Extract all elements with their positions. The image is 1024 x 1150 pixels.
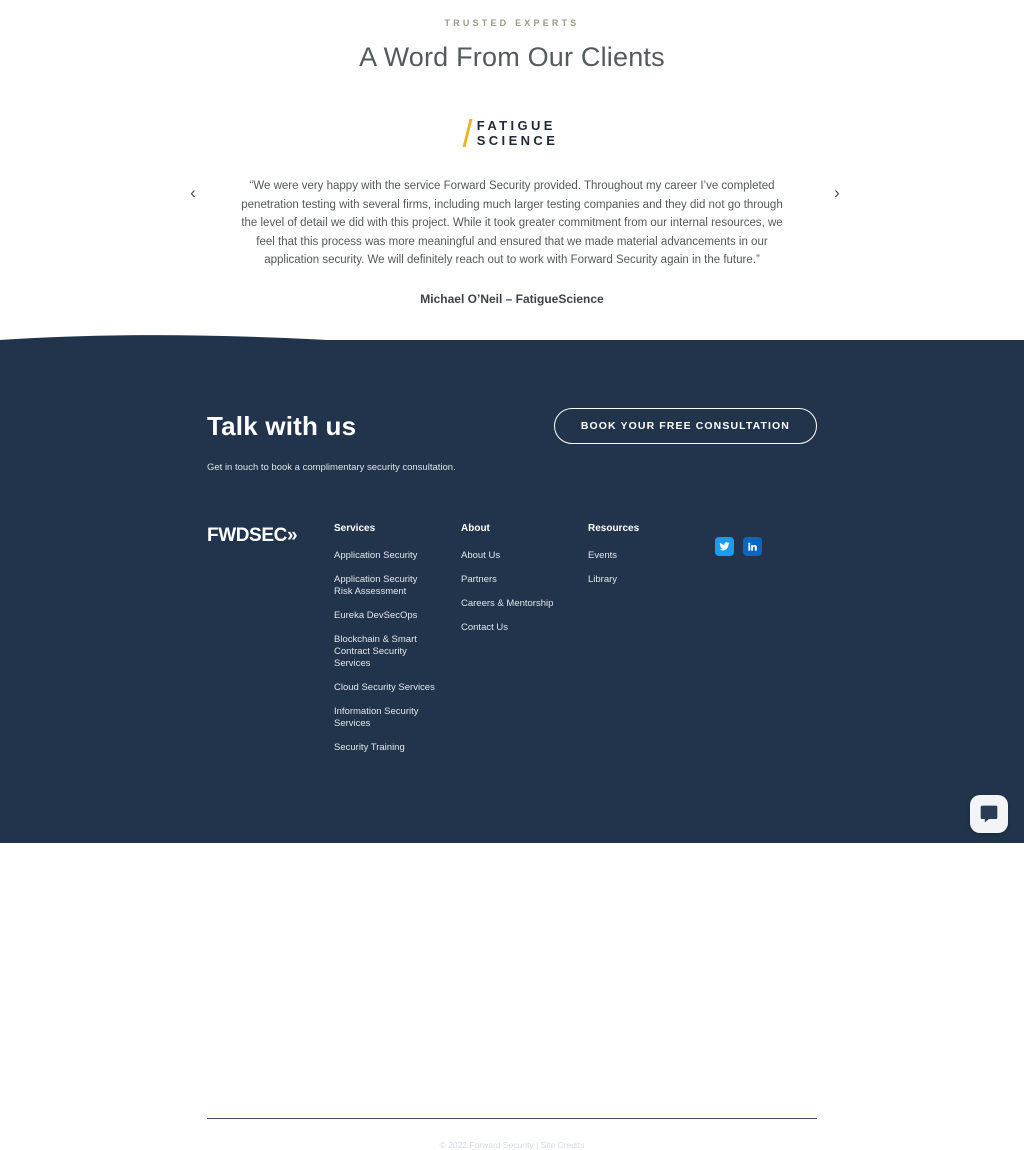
client-logo-line1: FATIGUE: [476, 118, 556, 133]
footer-column-services: [334, 523, 461, 766]
section-eyebrow: TRUSTED EXPERTS: [444, 18, 580, 28]
slash-icon: [462, 119, 472, 147]
footer-divider: [207, 1118, 817, 1119]
footer-link[interactable]: Security Training: [334, 742, 405, 753]
footer-link[interactable]: Blockchain & Smart Contract Security Services: [334, 634, 417, 669]
footer-brand[interactable]: [207, 523, 334, 547]
twitter-icon[interactable]: [715, 537, 734, 556]
client-logo-line2: SCIENCE: [476, 133, 559, 148]
footer-heading: Talk with us: [207, 410, 357, 441]
footer-link[interactable]: Eureka DevSecOps: [334, 610, 418, 621]
footer-link[interactable]: Library: [588, 574, 618, 585]
testimonial-quote: “We were very happy with the service Forward Security provided. Throughout my career I’ve completed penetration testing with several firms, including much larger testing companies and they did not go through the level of detail we did with this project. While it took greater commitment from our internal resources, we feel that this process was more meaningful and ensured that we made material advancements in our application security. We will definitely reach out to work with Forward Security again in the future.”: [241, 180, 783, 266]
chevrons-icon: »: [286, 525, 295, 546]
footer-link[interactable]: Cloud Security Services: [334, 682, 435, 693]
site-credits-link[interactable]: Site Credits: [540, 1140, 585, 1150]
footer-link[interactable]: About Us: [461, 550, 501, 561]
footer-column-heading: About: [461, 523, 490, 534]
footer-column-resources: [588, 523, 715, 598]
copyright-text: © 2022 Forward Security |: [439, 1140, 539, 1150]
footer-link[interactable]: Information Security Services: [334, 706, 419, 729]
linkedin-icon[interactable]: [743, 537, 762, 556]
book-consultation-button[interactable]: BOOK YOUR FREE CONSULTATION: [554, 408, 817, 444]
footer-link[interactable]: Events: [588, 550, 618, 561]
footer-column-heading: Resources: [588, 523, 640, 534]
footer-column-heading: Services: [334, 523, 376, 534]
footer-link[interactable]: Partners: [461, 574, 497, 585]
footer-link[interactable]: Contact Us: [461, 622, 508, 633]
chat-widget-button[interactable]: [970, 795, 1008, 833]
cta-row: [207, 408, 817, 444]
carousel-prev-icon[interactable]: ‹: [190, 183, 196, 202]
site-footer: [0, 340, 1024, 1150]
client-logo: [0, 115, 1024, 151]
page-title: A Word From Our Clients: [359, 42, 665, 72]
footer-link[interactable]: Application Security: [334, 550, 418, 561]
social-links: [715, 523, 762, 556]
footer-subtitle: Get in touch to book a complimentary security consultation.: [207, 462, 456, 473]
footer-link[interactable]: Application Security Risk Assessment: [334, 574, 418, 597]
brand-name: FWDSEC: [207, 525, 287, 546]
copyright: [0, 1140, 1024, 1150]
footer-column-about: [461, 523, 588, 646]
footer-link[interactable]: Careers & Mentorship: [461, 598, 554, 609]
footer-columns: [207, 523, 817, 766]
testimonials-section: [0, 0, 1024, 340]
testimonial-attribution: Michael O’Neil – FatigueScience: [420, 291, 604, 306]
carousel-next-icon[interactable]: ›: [834, 183, 840, 202]
chat-icon: [979, 804, 999, 824]
